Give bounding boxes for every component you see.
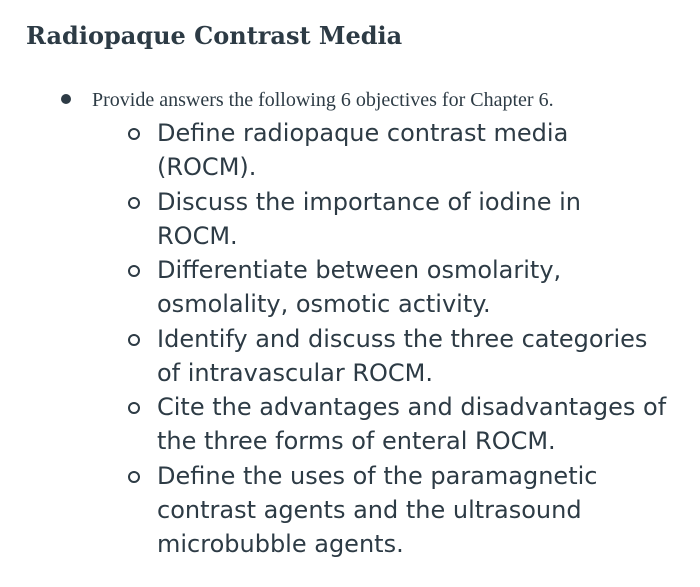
- hollow-bullet-icon: [128, 402, 140, 414]
- objective-line: Cite the advantages and disadvantages of: [157, 393, 667, 422]
- objective-item: [0, 390, 700, 459]
- objective-line: the three forms of enteral ROCM.: [157, 427, 556, 456]
- objective-text: [157, 185, 697, 253]
- objective-line: Define radiopaque contrast media: [157, 119, 569, 147]
- objective-line: Define the uses of the paramagnetic: [157, 461, 598, 490]
- instruction-text: Provide answers the following 6 objectives for Chapter 6.: [92, 89, 554, 111]
- hollow-bullet-icon: [128, 265, 140, 277]
- objective-item: [0, 185, 700, 254]
- objective-line: ROCM.: [157, 221, 238, 250]
- hollow-bullet-icon: [128, 334, 140, 346]
- objective-item: [0, 322, 700, 391]
- hollow-bullet-icon: [128, 471, 140, 483]
- objective-text: [157, 322, 697, 390]
- objective-item: [0, 253, 700, 322]
- hollow-bullet-icon: [128, 197, 140, 209]
- objective-text: [157, 459, 697, 561]
- objective-line: of intravascular ROCM.: [157, 358, 433, 387]
- objective-line: contrast agents and the ultrasound: [157, 495, 582, 524]
- objective-item: [0, 459, 700, 561]
- objective-text: [157, 116, 697, 184]
- objective-line: Discuss the importance of iodine in: [157, 187, 581, 216]
- objective-line: microbubble agents.: [157, 529, 404, 558]
- objective-line: Differentiate between osmolarity,: [157, 256, 562, 285]
- objective-text: [157, 253, 697, 321]
- objective-item: [0, 116, 700, 185]
- filled-bullet-icon: [61, 94, 71, 104]
- sub-objectives-list: [0, 116, 700, 561]
- objective-line: osmolality, osmotic activity.: [157, 290, 491, 319]
- objective-line: Identify and discuss the three categories: [157, 324, 648, 353]
- hollow-bullet-icon: [128, 128, 140, 140]
- objective-line: (ROCM).: [157, 153, 257, 181]
- page-title: Radiopaque Contrast Media: [26, 21, 403, 50]
- objective-text: [157, 390, 697, 458]
